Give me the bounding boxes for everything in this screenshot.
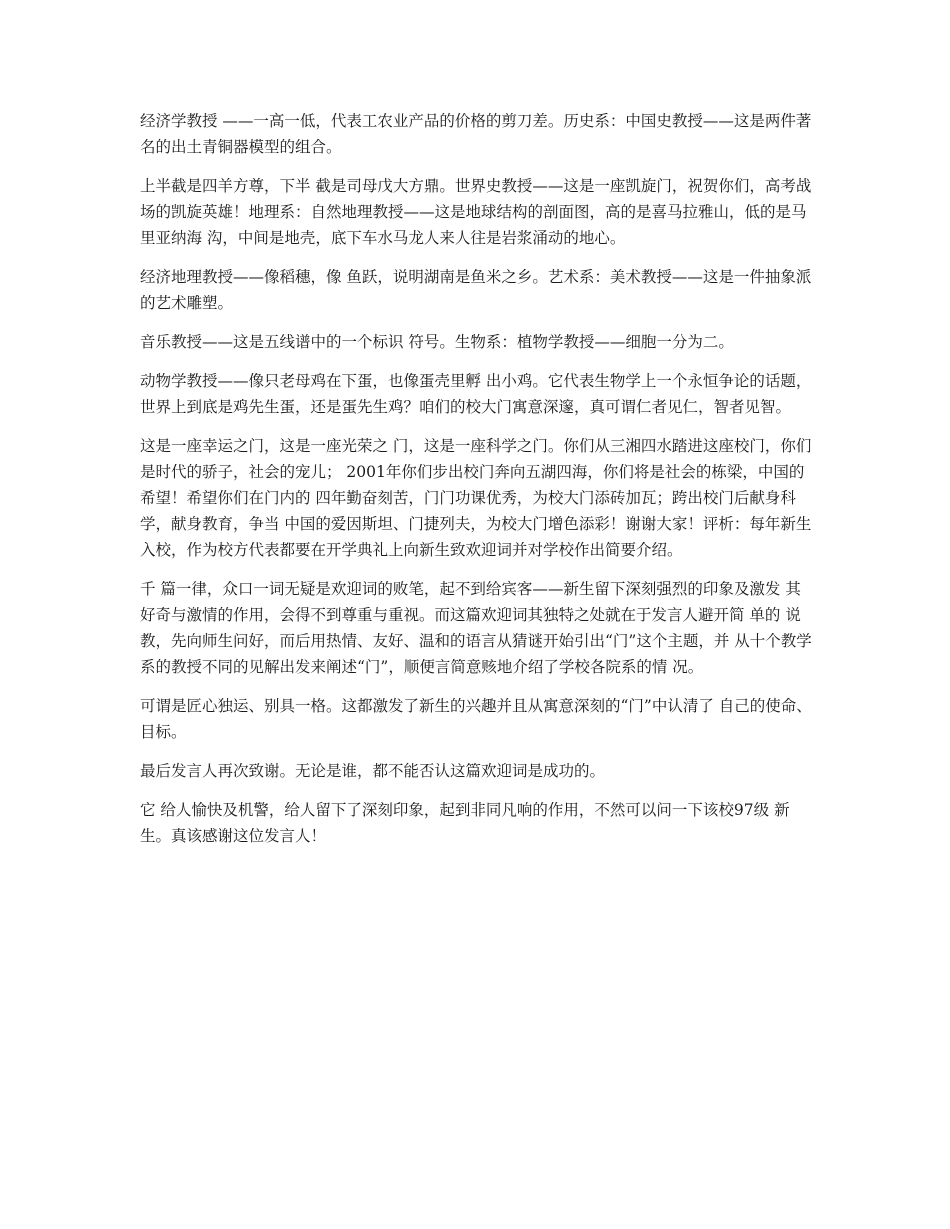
paragraph-5: 动物学教授——像只老母鸡在下蛋，也像蛋壳里孵 出小鸡。它代表生物学上一个永恒争论的话题，世界上到底是鸡先生蛋，还是蛋先生鸡？咱们的校大门寓意深邃，真可谓仁者见仁，智者见智。 xyxy=(140,372,812,416)
paragraph-10: 它 给人愉快及机警，给人留下了深刻印象，起到非同凡响的作用，不然可以问一下该校97级 新生。真该感谢这位发言人！ xyxy=(140,801,790,845)
paragraph-3: 经济地理教授——像稻穗，像 鱼跃，说明湖南是鱼米之乡。艺术系：美术教授——这是一件抽象派的艺术雕塑。 xyxy=(140,268,812,312)
paragraph-2: 上半截是四羊方尊，下半 截是司母戊大方鼎。世界史教授——这是一座凯旋门，祝贺你们，高考战场的凯旋英雄！地理系：自然地理教授——这是地球结构的剖面图，高的是喜马拉雅山，低的是马里亚纳海 沟，中间是地壳，底下车水马龙人来人往是岩浆涌动的地心。 xyxy=(140,177,812,247)
paragraph-9: 最后发言人再次致谢。无论是谁，都不能否认这篇欢迎词是成功的。 xyxy=(140,762,606,780)
paragraph-8: 可谓是匠心独运、别具一格。这都激发了新生的兴趣并且从寓意深刻的“门”中认清了 自己的使命、目标。 xyxy=(140,697,812,741)
paragraph-6: 这是一座幸运之门，这是一座光荣之 门，这是一座科学之门。你们从三湘四水踏进这座校门，你们是时代的骄子，社会的宠儿； 2001年你们步出校门奔向五湖四海，你们将是社会的栋梁，中国的希望！希望你们在门内的 四年勤奋刻苦，门门功课优秀，为校大门添砖加瓦；跨出校门后献身科学，献身教育，争当 中国的爱因斯坦、门捷列夫，为校大门增色添彩！谢谢大家！评析：每年新生入校，作为校方代表都要在开学典礼上向新生致欢迎词并对学校作出简要介绍。 xyxy=(140,437,812,559)
paragraph-4: 音乐教授——这是五线谱中的一个标识 符号。生物系：植物学教授——细胞一分为二。 xyxy=(140,333,734,351)
paragraph-7: 千 篇一律，众口一词无疑是欢迎词的败笔，起不到给宾客——新生留下深刻强烈的印象及激发 其好奇与激情的作用，会得不到尊重与重视。而这篇欢迎词其独特之处就在于发言人避开简 单的 说教，先向师生问好，而后用热情、友好、温和的语言从猜谜开始引出“门”这个主题，并 从十个教学系的教授不同的见解出发来阐述“门”，顺便言简意赅地介绍了学校各院系的情 况。 xyxy=(140,580,812,676)
paragraph-1: 经济学教授 ——一高一低，代表工农业产品的价格的剪刀差。历史系：中国史教授——这是两件著名的出土青铜器模型的组合。 xyxy=(140,112,812,156)
document-body xyxy=(140,108,812,862)
